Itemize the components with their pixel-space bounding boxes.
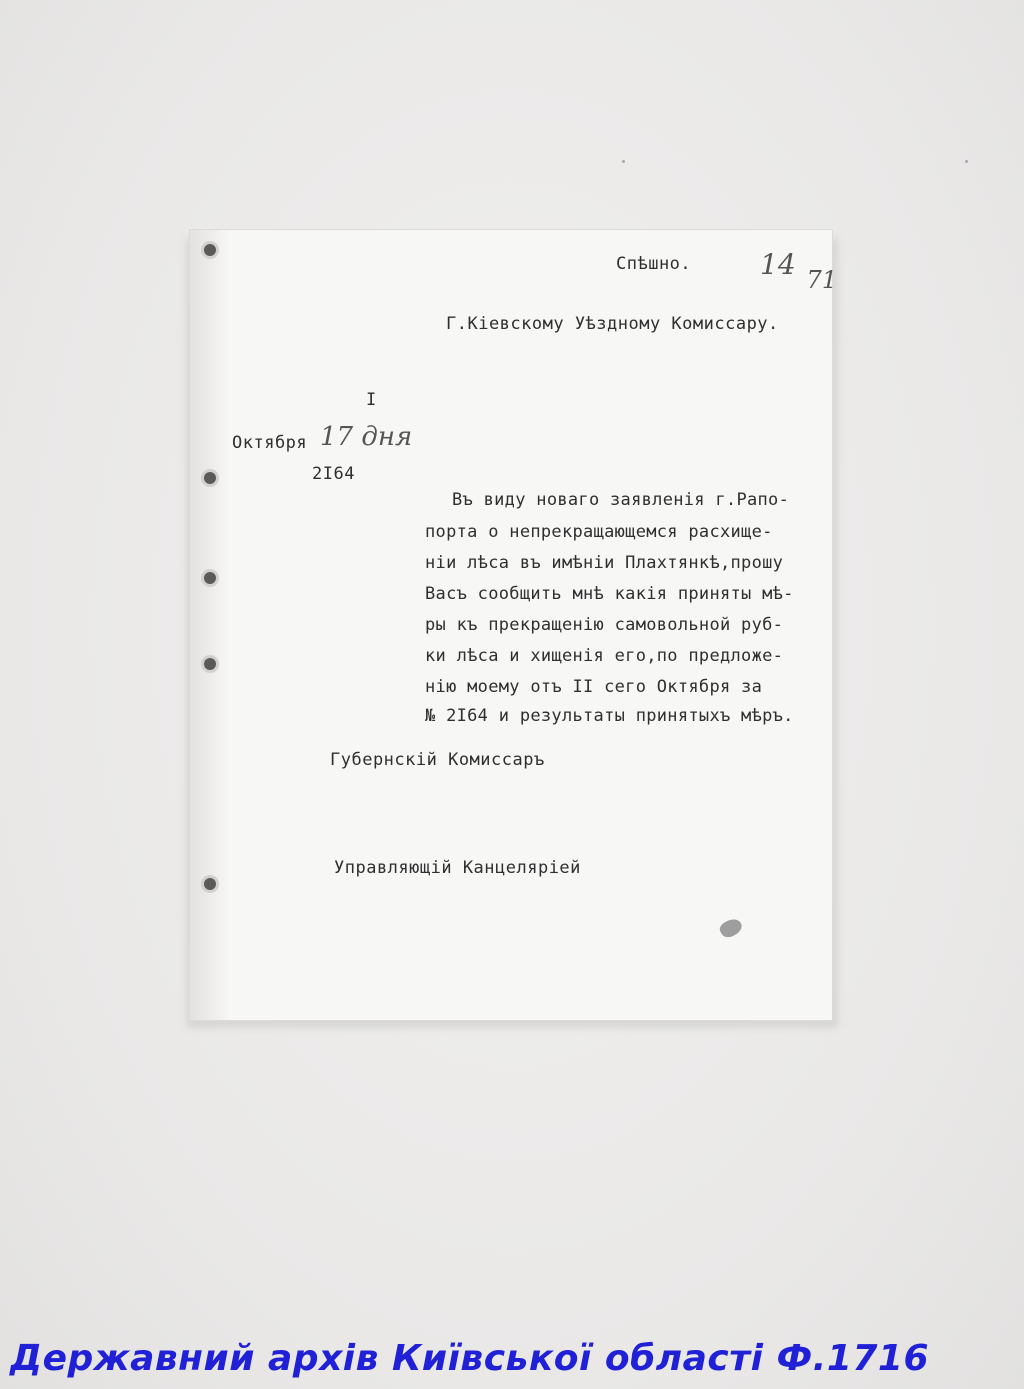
page-number-suffix: 71 bbox=[806, 266, 838, 294]
date-day: I bbox=[366, 390, 377, 410]
body-line: № 2I64 и результаты принятыхъ мѣръ. bbox=[425, 706, 794, 726]
page-number-main: 14 bbox=[760, 248, 796, 281]
handwritten-date: 17 дня bbox=[320, 422, 413, 452]
signature-office-manager: Управляющій Канцеляріей bbox=[334, 858, 581, 878]
dust-speck bbox=[965, 160, 968, 163]
binding-hole bbox=[204, 658, 216, 670]
handwritten-page-number bbox=[760, 248, 838, 294]
reference-number: 2I64 bbox=[312, 464, 355, 484]
body-line: ры къ прекращенію самовольной руб- bbox=[425, 615, 784, 635]
body-line: нію моему отъ II сего Октября за bbox=[425, 677, 763, 697]
archival-document-sheet bbox=[190, 230, 838, 1020]
addressee-line: Г.Кіевскому Уѣздному Комиссару. bbox=[446, 314, 779, 334]
binding-hole bbox=[204, 472, 216, 484]
binding-hole bbox=[204, 572, 216, 584]
sheet-binding-edge bbox=[190, 230, 230, 1020]
date-month: Октября bbox=[232, 433, 308, 453]
urgent-mark: Спѣшно. bbox=[616, 254, 692, 274]
binding-hole bbox=[204, 244, 216, 256]
body-line: порта о непрекращающемся расхище- bbox=[425, 522, 773, 542]
body-line: Въ виду новаго заявленія г.Рапо- bbox=[452, 490, 790, 510]
binding-hole bbox=[204, 878, 216, 890]
ink-smudge bbox=[717, 916, 744, 941]
body-line: ніи лѣса въ имѣніи Плахтянкѣ,прошу bbox=[425, 553, 784, 573]
body-line: Васъ сообщить мнѣ какія приняты мѣ- bbox=[425, 584, 794, 604]
dust-speck bbox=[622, 160, 625, 163]
archive-caption: Державний архів Київської області Ф.1716 bbox=[10, 1338, 930, 1379]
signature-governor-commissar: Губернскій Комиссаръ bbox=[330, 750, 545, 770]
body-line: ки лѣса и хищенія его,по предложе- bbox=[425, 646, 784, 666]
